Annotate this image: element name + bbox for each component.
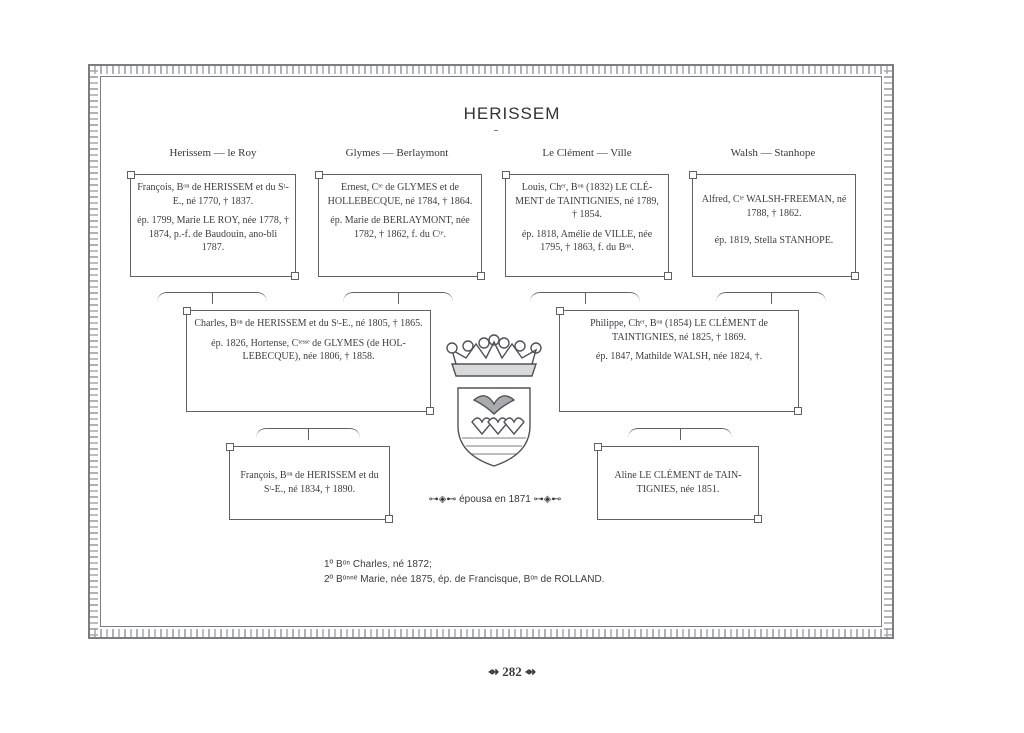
column-head-le-clement: Le Clément — Ville [542, 147, 632, 159]
marriage-annotation [400, 494, 590, 505]
person-text: ép. 1819, Stella STANHOPE. [714, 235, 834, 246]
person-text: ép. 1818, Amélie de VILLE, née 1795, † 1863, f. du Bᵒⁿ. [521, 228, 653, 253]
ornament-right-icon: ⊶◈⊷ [533, 494, 562, 505]
column-head-glymes: Glymes — Berlaymont [345, 147, 449, 159]
note-line: 2º Bᵒⁿⁿᵉ Marie, née 1875, ép. de Francisque, Bᵒⁿ de ROLLAND. [324, 573, 605, 585]
person-box-charles-herissem [186, 310, 431, 412]
marriage-text: épousa en 1871 [459, 494, 531, 505]
person-text: ép. Marie de BERLAYMONT, née 1782, † 1862, f. du Cᵗᵉ. [330, 215, 470, 240]
person-box-philippe-le-clement [559, 310, 799, 412]
brace-stem [585, 292, 586, 304]
person-text: ép. 1826, Hortense, Cᵗᵉˢˢᵉ de GLYMES (de HOL-LEBECQUE), née 1806, † 1858. [211, 337, 406, 362]
person-box-ernest-glymes [318, 174, 482, 277]
person-text: Philippe, Chᵉʳ, Bᵒⁿ (1854) LE CLÉMENT de TAINTIGNIES, né 1825, † 1869. [590, 318, 768, 343]
person-text: Aline LE CLÉMENT de TAIN-TIGNIES, née 1851. [614, 470, 742, 495]
brace-stem [680, 428, 681, 440]
coat-of-arms-icon [442, 334, 546, 470]
person-text: ép. 1847, Mathilde WALSH, née 1824, †. [595, 351, 763, 362]
note-line: 1º Bᵒⁿ Charles, né 1872; [324, 559, 432, 570]
person-text: François, Bᵒⁿ de HERISSEM et du Sᵗ-E., né 1770, † 1837. [137, 182, 289, 207]
person-box-louis-le-clement [505, 174, 669, 277]
brace-stem [398, 292, 399, 304]
person-text: Louis, Chᵉʳ, Bᵒⁿ (1832) LE CLÉ-MENT de TAINTIGNIES, né 1789, † 1854. [515, 182, 659, 220]
page-title: HERISSEM [463, 104, 561, 123]
title-dash [494, 130, 498, 131]
person-text: ép. 1799, Marie LE ROY, née 1778, † 1874, p.-f. de Baudouin, ano-bli 1787. [137, 215, 289, 253]
person-text: François, Bᵒⁿ de HERISSEM et du Sᵗ-E., né 1834, † 1890. [240, 470, 379, 495]
person-box-aline-le-clement [597, 446, 759, 520]
column-head-herissem: Herissem — le Roy [169, 147, 257, 159]
person-text: Alfred, Cᵗᵉ WALSH-FREEMAN, né 1788, † 1862. [701, 194, 847, 219]
brace-stem [308, 428, 309, 440]
ornament-left-icon: ⊶◈⊷ [428, 494, 460, 505]
children-notes [324, 558, 604, 587]
person-box-francois-herissem-1770 [130, 174, 296, 277]
page-number-ornament-icon: ⇴ [521, 664, 536, 679]
person-text: Ernest, Cᵗᵉ de GLYMES et de HOLLEBECQUE, né 1784, † 1864. [327, 182, 473, 207]
brace-stem [212, 292, 213, 304]
person-box-francois-herissem-1834 [229, 446, 390, 520]
person-text: Charles, Bᵒⁿ de HERISSEM et du Sᵗ-E., né 1805, † 1865. [194, 318, 423, 329]
column-head-walsh: Walsh — Stanhope [730, 147, 816, 159]
person-box-alfred-walsh [692, 174, 856, 277]
page-number-ornament-icon: ⇴ [488, 664, 503, 679]
brace-stem [771, 292, 772, 304]
page-number-value: 282 [502, 664, 522, 679]
page-number [0, 664, 1024, 680]
